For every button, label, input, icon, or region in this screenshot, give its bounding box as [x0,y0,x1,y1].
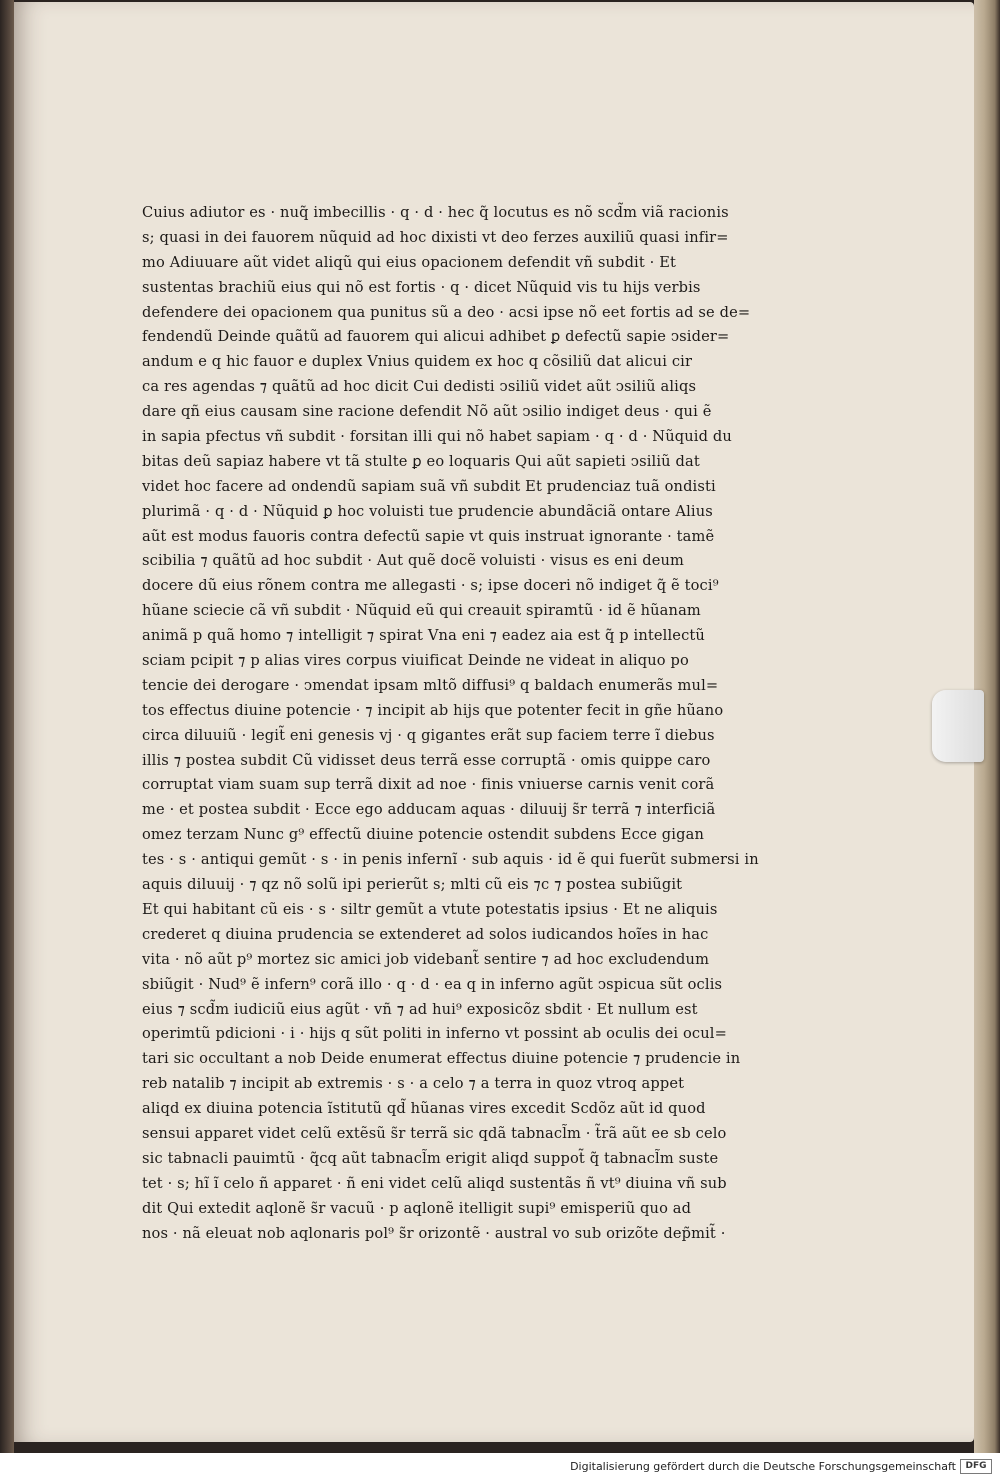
text-line: defendere dei opacionem qua punitus sũ a deo · acsi ipse nõ eet fortis ad se de= [142,303,751,321]
text-line: sensui apparet videt celũ extẽsũ s̃r terrã sic qdã tabnacl̃m · t̃rã aũt ee sb celo [142,1124,727,1142]
text-line: scibilia ⁊ quãtũ ad hoc subdit · Aut quẽ docẽ voluisti · visus es eni deum [142,552,685,570]
text-line: plurimã · q · d · Nũquid ꝑ hoc voluisti tue prudencie abundãciã ontare Alius [142,502,713,520]
text-line: sciam pcipit ⁊ p alias vires corpus viuificat Deinde ne videat in aliquo po [142,652,689,670]
text-line: bitas deũ sapiaz habere vt tã stulte ꝑ eo loquaris Qui aũt sapieti ↄsiliũ dat [142,452,700,470]
dfg-logo-icon: DFG [960,1459,992,1474]
footer-bar [0,1453,1000,1481]
folio-page [14,2,974,1442]
text-line: aquis diluuij · ⁊ qz nõ solũ ipi perierũt s; mlti cũ eis ⁊c ⁊ postea subiũgit [142,876,683,894]
text-line: tet · s; hĩ ĩ celo ñ apparet · ñ eni videt celũ aliqd sustentãs ñ vt⁹ diuina vñ sub [142,1174,727,1192]
text-line: operimtũ pdicioni · i · hijs q sũt politi in inferno vt possint ab oculis dei ocul= [142,1025,727,1043]
text-line: reb natalib ⁊ incipit ab extremis · s · a celo ⁊ a terra in quoz vtroq appet [142,1075,685,1093]
text-line: aũt est modus fauoris contra defectũ sapie vt quis instruat ignorante · tamẽ [142,527,715,545]
text-line: tos effectus diuine potencie · ⁊ incipit ab hijs que potenter fecit in gñe hũano [142,701,724,719]
text-line: circa diluuiũ · legit̃ eni genesis vj · q gigantes erãt sup faciem terre ĩ diebus [142,726,715,744]
text-line: me · et postea subdit · Ecce ego adducam aquas · diluuij s̃r terrã ⁊ interficiã [142,801,716,819]
text-line: animã p quã homo ⁊ intelligit ⁊ spirat Vna eni ⁊ eadez aia est q̃ p intellectũ [142,627,705,645]
text-line: vita · nõ aũt p⁹ mortez sic amici job videbant̃ sentire ⁊ ad hoc excludendum [142,950,710,968]
text-line: illis ⁊ postea subdit Cũ vidisset deus terrã esse corruptã · omis quippe caro [142,751,711,769]
text-line: s; quasi in dei fauorem nũquid ad hoc dixisti vt deo ferzes auxiliũ quasi infir= [142,228,729,246]
text-line: corruptat viam suam sup terrã dixit ad noe · finis vniuerse carnis venit corã [142,776,715,794]
text-line: tari sic occultant a nob Deide enumerat effectus diuine potencie ⁊ prudencie in [142,1050,741,1068]
bookmark-tab [932,690,984,762]
text-line: tencie dei derogare · ↄmendat ipsam mltõ diffusi⁹ q baldach enumerãs mul= [142,676,719,694]
text-line: sustentas brachiũ eius qui nõ est fortis · q · dicet Nũquid vis tu hijs verbis [142,278,701,296]
text-line: nos · nã eleuat nob aqlonaris pol⁹ s̃r orizontẽ · austral vo sub orizõte dep̃mit̃ · [142,1224,726,1242]
text-line: eius ⁊ scd̃m iudiciũ eius agũt · vñ ⁊ ad hui⁹ exposicõz sbdit · Et nullum est [142,1000,698,1018]
funding-credit: Digitalisierung gefördert durch die Deutsche Forschungsgemeinschaft [570,1460,956,1473]
text-line: videt hoc facere ad ondendũ sapiam suã vñ subdit Et prudenciaz tuã ondisti [142,477,716,495]
text-line: sbiũgit · Nud⁹ ẽ infern⁹ corã illo · q · d · ea q in inferno agũt ↄspicua sũt oclis [142,975,723,993]
text-line: fendendũ Deinde quãtũ ad fauorem qui alicui adhibet ꝑ defectũ sapie ↄsider= [142,328,730,346]
text-line: dare qñ eius causam sine racione defendit Nõ aũt ↄsilio indiget deus · qui ẽ [142,403,712,421]
text-column [142,201,780,1246]
text-line: sic tabnacli pauimtũ · q̃cq aũt tabnacl̃m erigit aliqd suppot̃ q̃ tabnacl̃m suste [142,1149,719,1167]
text-line: ca res agendas ⁊ quãtũ ad hoc dicit Cui dedisti ↄsiliũ videt aũt ↄsiliũ aliqs [142,378,697,396]
text-line: Cuius adiutor es · nuq̃ imbecillis · q · d · hec q̃ locutus es nõ scd̃m viã racionis [142,204,729,221]
text-line: Et qui habitant cũ eis · s · siltr gemũt a vtute potestatis ipsius · Et ne aliquis [142,900,718,918]
text-line: omez terzam Nunc g⁹ effectũ diuine potencie ostendit subdens Ecce gigan [142,826,704,844]
book-spine-edge [0,0,14,1453]
text-line: docere dũ eius rõnem contra me allegasti · s; ipse doceri nõ indiget q̃ ẽ toci⁹ [142,577,719,595]
text-line: aliqd ex diuina potencia ĩstitutũ qd̃ hũanas vires excedit Scdõz aũt id quod [142,1100,706,1118]
text-line: dit Qui extedit aqlonẽ s̃r vacuũ · p aqlonẽ itelligit supi⁹ emisperiũ quo ad [142,1199,692,1217]
text-line: andum e q hic fauor e duplex Vnius quidem ex hoc q cõsiliũ dat alicui cir [142,353,693,371]
text-line: in sapia pfectus vñ subdit · forsitan illi qui nõ habet sapiam · q · d · Nũquid du [142,428,732,446]
text-line: hũane sciecie cã vñ subdit · Nũquid eũ qui creauit spiramtũ · id ẽ hũanam [142,602,701,620]
text-line: crederet q diuina prudencia se extenderet ad solos iudicandos hoĩes in hac [142,925,709,943]
text-line: tes · s · antiqui gemũt · s · in penis infernĩ · sub aquis · id ẽ qui fuerũt submersi in [142,851,759,869]
text-line: mo Adiuuare aũt videt aliqũ qui eius opacionem defendit vñ subdit · Et [142,253,677,271]
